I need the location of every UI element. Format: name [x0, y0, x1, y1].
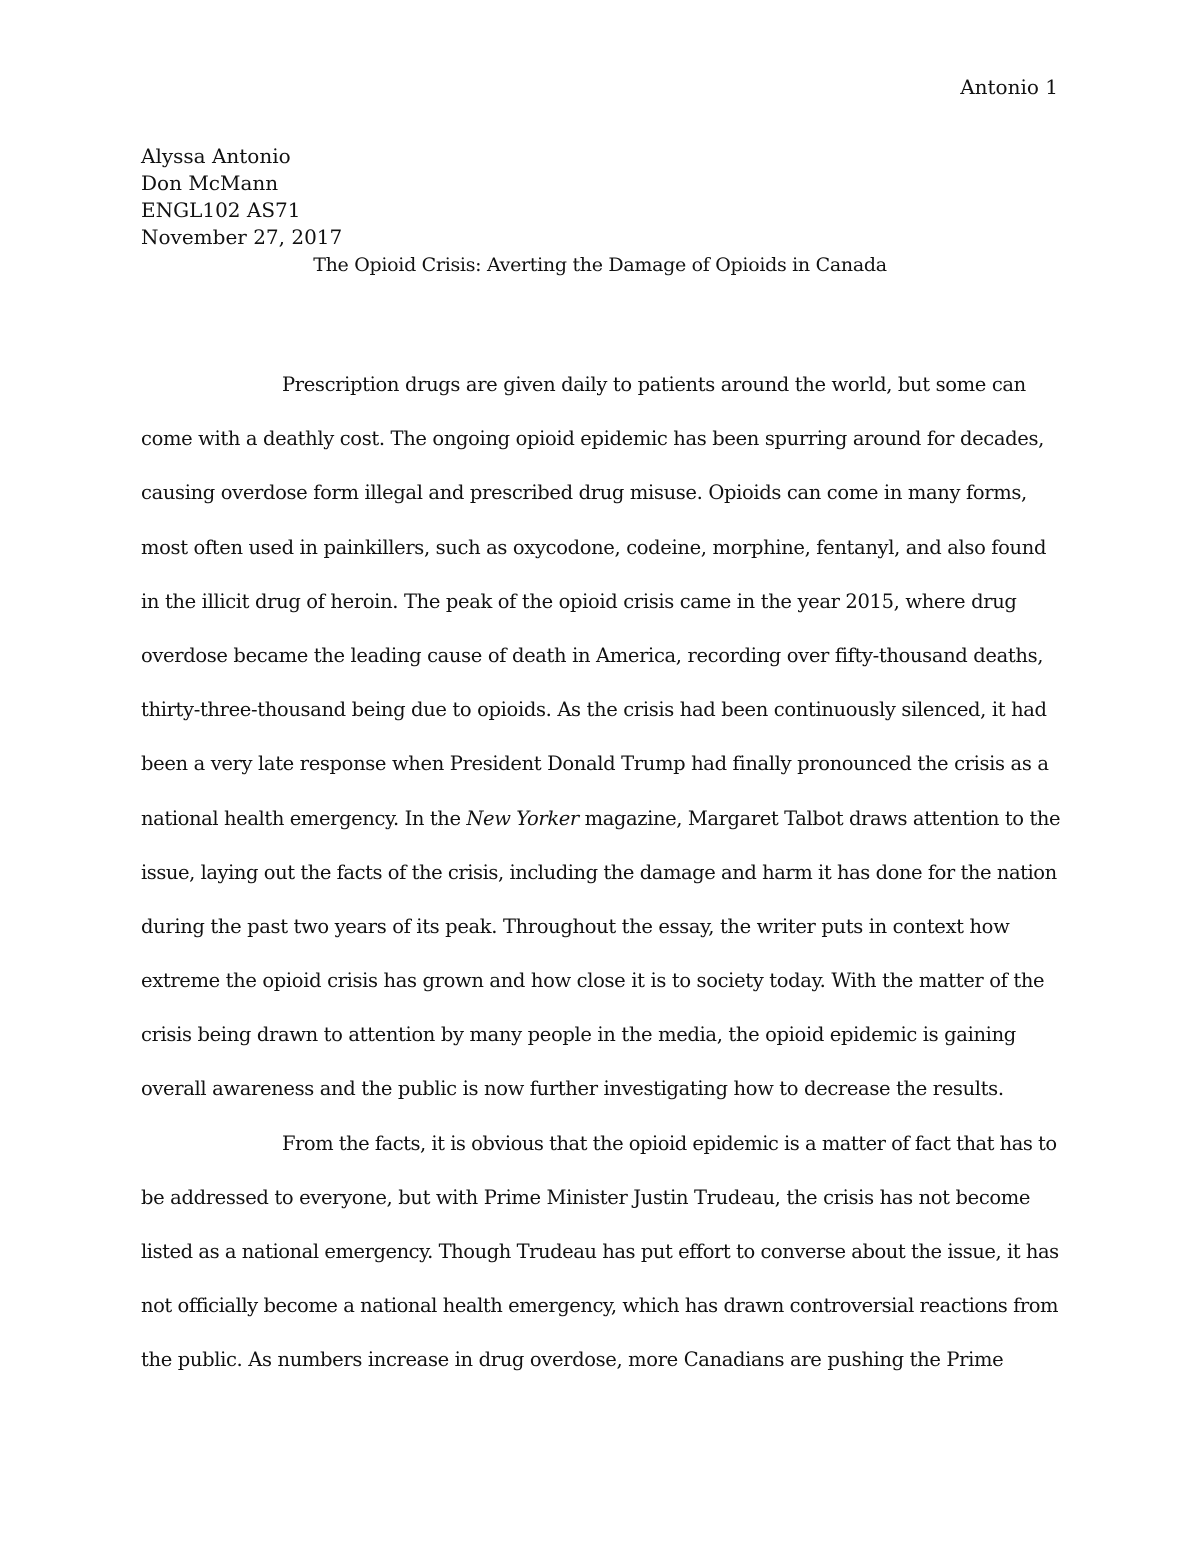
paragraph-line: listed as a national emergency. Though Trudeau has put effort to converse about the issue, it has	[141, 1240, 1059, 1263]
paragraph-line: issue, laying out the facts of the crisis, including the damage and harm it has done for the nation	[141, 860, 1057, 884]
running-header: Antonio 1	[960, 75, 1058, 99]
submission-date: November 27, 2017	[141, 225, 343, 249]
paragraph-line: during the past two years of its peak. Throughout the essay, the writer puts in context how	[141, 914, 1010, 938]
instructor-name: Don McMann	[141, 171, 279, 195]
paragraph	[141, 358, 1059, 1117]
essay-title: The Opioid Crisis: Averting the Damage of Opioids in Canada	[313, 254, 887, 276]
mla-heading	[141, 143, 342, 251]
paragraph	[141, 1117, 1059, 1388]
paragraph-line: most often used in painkillers, such as oxycodone, codeine, morphine, fentanyl, and also found	[141, 535, 1047, 559]
paragraph-line: extreme the opioid crisis has grown and how close it is to society today. With the matter of the	[141, 969, 1045, 993]
paragraph-line: crisis being drawn to attention by many people in the media, the opioid epidemic is gaining	[141, 1023, 1016, 1047]
line-text: magazine, Margaret Talbot draws attention to the	[578, 806, 1061, 830]
paragraph-line: thirty-three-thousand being due to opioids. As the crisis had been continuously silenced, it had	[141, 698, 1047, 722]
course-code: ENGL102 AS71	[141, 198, 301, 222]
publication-title: New Yorker	[466, 806, 579, 830]
paragraph-line: Prescription drugs are given daily to patients around the world, but some can	[282, 373, 1026, 396]
paragraph-line: come with a deathly cost. The ongoing opioid epidemic has been spurring around for decades,	[141, 427, 1044, 451]
paragraph-line: been a very late response when President Donald Trump had finally pronounced the crisis as a	[141, 752, 1049, 776]
paragraph-line: not officially become a national health emergency, which has drawn controversial reactions from	[141, 1294, 1059, 1318]
essay-body	[141, 358, 1059, 1388]
paragraph-line: overdose became the leading cause of death in America, recording over fifty-thousand deaths,	[141, 643, 1044, 667]
paragraph-line	[141, 792, 1059, 846]
paragraph-line: the public. As numbers increase in drug overdose, more Canadians are pushing the Prime	[141, 1348, 1004, 1372]
paragraph-line: be addressed to everyone, but with Prime Minister Justin Trudeau, the crisis has not become	[141, 1185, 1031, 1209]
student-name: Alyssa Antonio	[141, 144, 291, 168]
paragraph-line: overall awareness and the public is now further investigating how to decrease the results.	[141, 1077, 1004, 1101]
line-text: national health emergency. In the	[141, 806, 467, 830]
paragraph-line: causing overdose form illegal and prescribed drug misuse. Opioids can come in many forms,	[141, 481, 1027, 505]
paragraph-line: in the illicit drug of heroin. The peak of the opioid crisis came in the year 2015, where drug	[141, 589, 1017, 613]
paragraph-line: From the facts, it is obvious that the opioid epidemic is a matter of fact that has to	[282, 1131, 1057, 1155]
